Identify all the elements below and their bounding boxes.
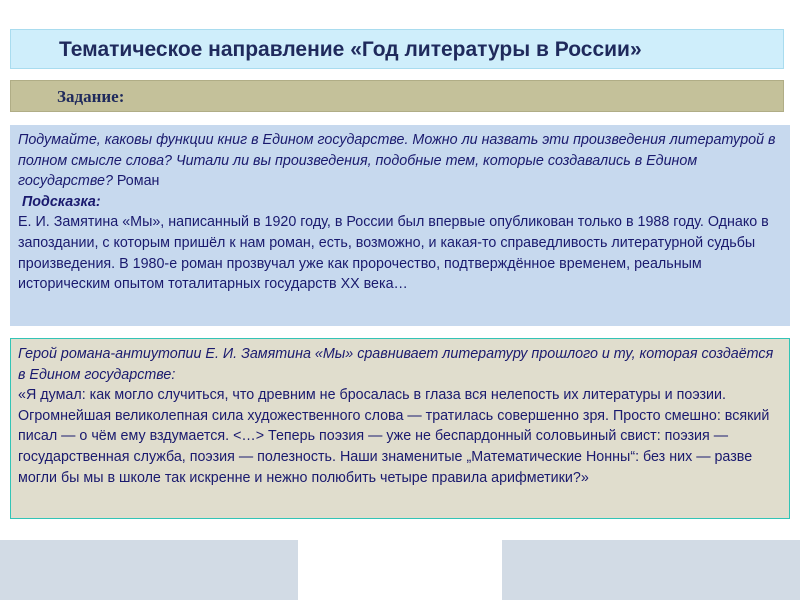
task-label: Задание: [57,87,125,106]
quote-panel [10,338,790,519]
hint-label: Подсказка: [21,193,101,210]
question-paragraph [18,130,782,192]
footer-block-left [0,540,298,600]
hint-panel [10,125,790,326]
question-text: Подумайте, каковы функции книг в Едином государстве. Можно ли назвать эти произведения литературой в полном смысле слова? Читали ли вы произведения, подобные тем, которые создавались в Едином государстве? [18,132,776,190]
task-bar [10,80,784,112]
quote-text: «Я думал: как могло случиться, что древним не бросалась в глаза вся нелепость их литературы и поэзии. Огромнейшая великолепная сила художественного слова — тратилась совершенно зря. Просто смешно: всякий писал — о чём ему вздумается. <…> Теперь поэзия — уже не беспардонный соловьиный свист: поэзия — государственная служба, поэзия — полезность. Наши знаменитые „Математические Нонны“: без них — разве могли бы мы в школе так искренне и нежно полюбить четыре правила арифметики?» [18,387,770,486]
quote-intro: Герой романа-антиутопии Е. И. Замятина «Мы» сравнивает литературу прошлого и ту, которая создаётся в Едином государстве: [18,346,774,383]
page-title: Тематическое направление «Год литературы в России» [59,38,642,61]
hint-label-line [18,192,782,213]
footer-block-right [502,540,800,600]
hint-text: Е. И. Замятина «Мы», написанный в 1920 году, в России был впервые опубликован только в 1988 году. Однако в запоздании, с которым пришёл к нам роман, есть, возможно, и какая-то справедливость литературной судьбы произведения. В 1980-е роман прозвучал уже как пророчество, подтверждённое временем, реальным историческим опытом тоталитарных государств XX века… [18,214,769,293]
title-banner [10,29,784,69]
question-tail: Роман [112,173,160,190]
